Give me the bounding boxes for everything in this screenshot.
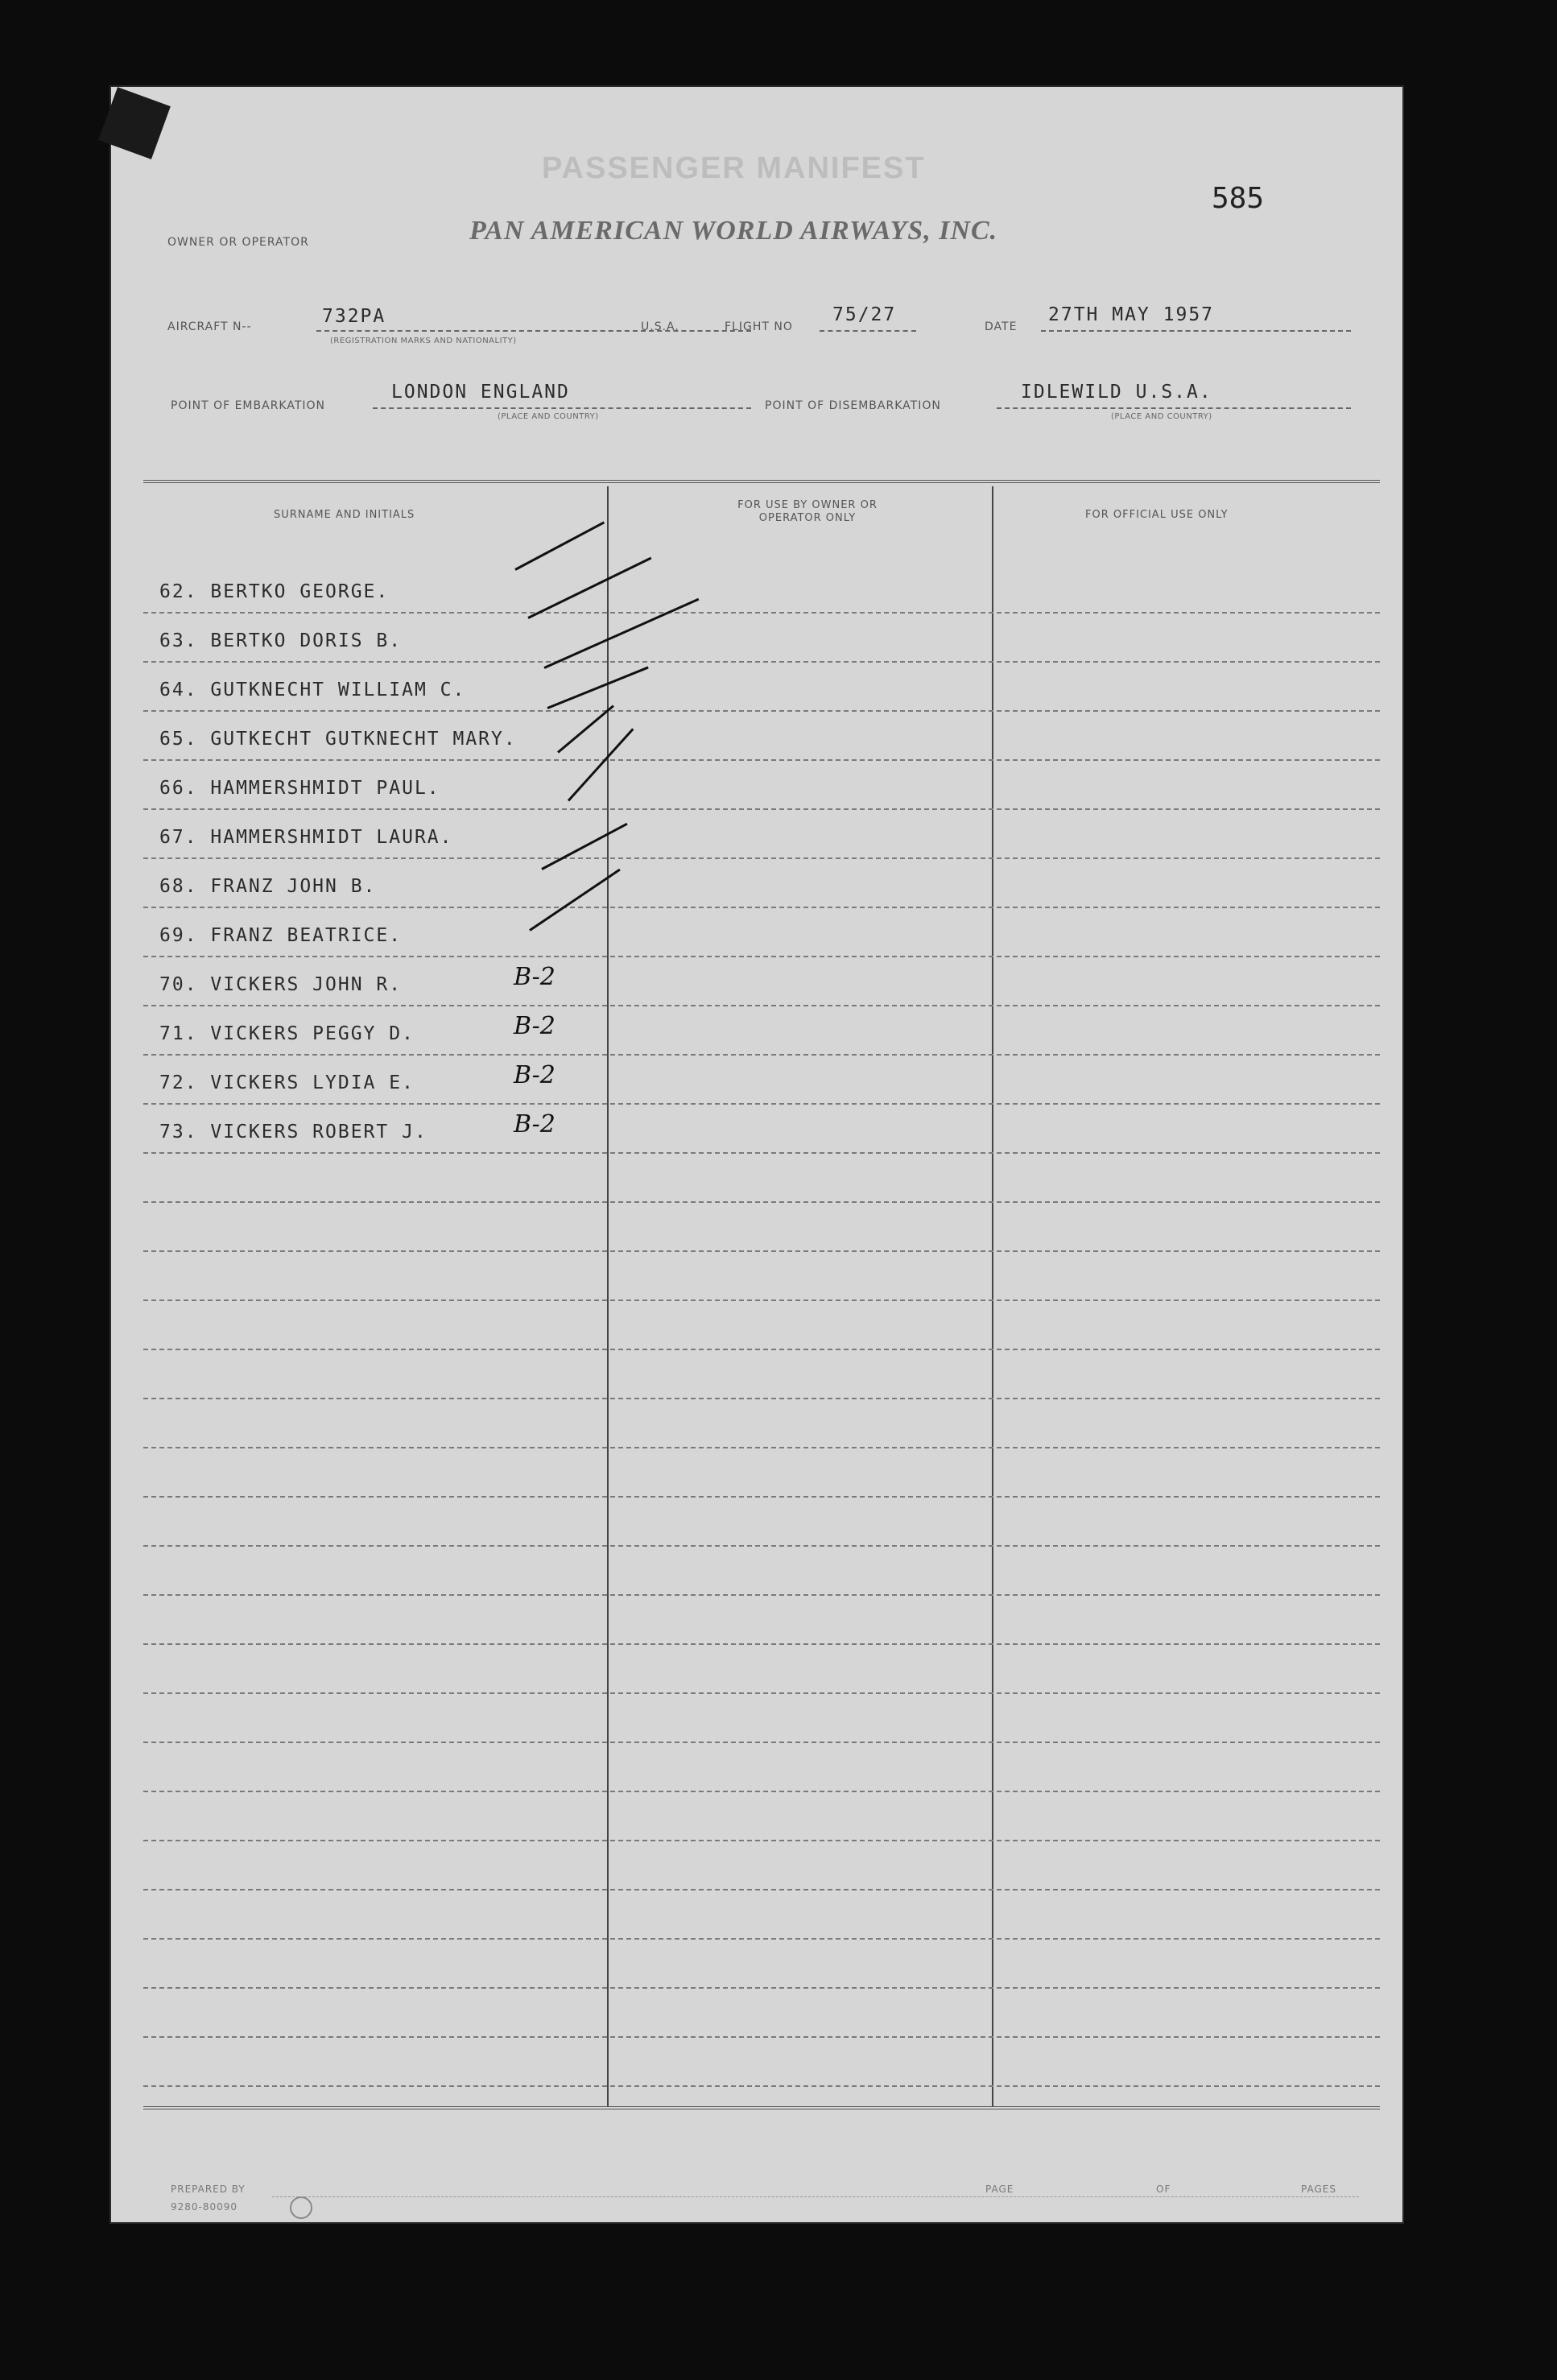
flight-no-underline [820,330,916,332]
torn-corner [98,87,171,159]
row-rule [143,857,1380,859]
check-mark [547,667,648,709]
aircraft-underline [316,330,751,332]
operator-name: PAN AMERICAN WORLD AIRWAYS, INC. [469,216,998,246]
row-rule [143,808,1380,810]
handwritten-mark: B-2 [514,1110,555,1138]
aircraft-value: 732PA [322,306,386,327]
column-divider-2 [992,486,993,2106]
embarkation-sublabel: (PLACE AND COUNTRY) [498,412,599,421]
col-header-owner-use: FOR USE BY OWNER OR OPERATOR ONLY [737,499,878,524]
row-rule [143,1889,1380,1890]
col-header-name: SURNAME AND INITIALS [274,509,415,521]
check-mark [527,557,651,619]
passenger-entry: 65. GUTKECHT GUTKNECHT MARY. [159,729,517,750]
col-header-official-use: FOR OFFICIAL USE ONLY [1085,509,1229,521]
row-rule [143,1005,1380,1006]
row-rule [143,1496,1380,1498]
row-rule [143,907,1380,908]
disembarkation-label: POINT OF DISEMBARKATION [765,399,941,412]
row-rule [143,1349,1380,1350]
flight-no-value: 75/27 [832,304,897,325]
embarkation-label: POINT OF EMBARKATION [171,399,326,412]
disembarkation-sublabel: (PLACE AND COUNTRY) [1111,412,1212,421]
aircraft-sublabel: (REGISTRATION MARKS AND NATIONALITY) [330,337,517,345]
passenger-entry: 70. VICKERS JOHN R. [159,974,403,995]
row-rule [143,1938,1380,1940]
row-rule [143,1643,1380,1645]
table-bottom-rule [143,2106,1380,2109]
row-rule [143,1398,1380,1399]
passenger-entry: 72. VICKERS LYDIA E. [159,1072,415,1093]
passenger-entry: 71. VICKERS PEGGY D. [159,1023,415,1044]
row-rule [143,1987,1380,1989]
manifest-sheet [111,87,1402,2222]
prepared-by-label: PREPARED BY [171,2184,246,2195]
check-mark [541,823,627,870]
passenger-entry: 73. VICKERS ROBERT J. [159,1122,427,1142]
usa-label: U.S.A. [641,320,679,333]
passenger-entry: 64. GUTKNECHT WILLIAM C. [159,680,466,700]
row-rule [143,956,1380,957]
embarkation-underline [373,407,751,409]
row-rule [143,612,1380,614]
page-number: 585 [1212,182,1265,215]
passenger-entry: 63. BERTKO DORIS B. [159,630,403,651]
row-rule [143,1054,1380,1056]
aircraft-label: AIRCRAFT N-- [167,320,252,333]
row-rule [143,661,1380,663]
passenger-entry: 68. FRANZ JOHN B. [159,876,377,897]
row-rule [143,1447,1380,1448]
of-label: OF [1156,2184,1171,2195]
union-seal-icon [290,2196,312,2219]
column-divider-1 [607,486,609,2106]
row-rule [143,759,1380,761]
date-label: DATE [985,320,1018,333]
date-value: 27TH MAY 1957 [1048,304,1215,325]
check-mark [514,521,605,570]
row-rule [143,1692,1380,1694]
row-rule [143,1791,1380,1792]
passenger-entry: 66. HAMMERSHMIDT PAUL. [159,778,440,799]
passenger-entry: 69. FRANZ BEATRICE. [159,925,403,946]
row-rule [143,1299,1380,1301]
handwritten-mark: B-2 [514,1061,555,1089]
handwritten-mark: B-2 [514,1012,555,1040]
owner-label: OWNER OR OPERATOR [167,236,309,249]
row-rule [143,1594,1380,1596]
form-code: 9280-80090 [171,2201,238,2213]
check-mark [543,598,699,669]
handwritten-mark: B-2 [514,963,555,991]
row-rule [143,1545,1380,1547]
disembarkation-underline [997,407,1351,409]
passenger-entry: 62. BERTKO GEORGE. [159,581,390,602]
row-rule [143,710,1380,712]
row-rule [143,1742,1380,1743]
row-rule [143,1250,1380,1252]
row-rule [143,2036,1380,2038]
table-top-rule [143,480,1380,483]
row-rule [143,1840,1380,1841]
date-underline [1041,330,1351,332]
page-label: PAGE [985,2184,1014,2195]
pages-label: PAGES [1301,2184,1336,2195]
disembarkation-value: IDLEWILD U.S.A. [1021,382,1212,403]
check-mark [557,705,614,754]
footer-underline [272,2196,1359,2197]
passenger-entry: 67. HAMMERSHMIDT LAURA. [159,827,453,848]
flight-no-label: FLIGHT NO [725,320,793,333]
row-rule [143,1201,1380,1203]
row-rule [143,2085,1380,2087]
row-rule [143,1152,1380,1154]
form-title: PASSENGER MANIFEST [542,151,926,185]
embarkation-value: LONDON ENGLAND [391,382,570,403]
row-rule [143,1103,1380,1105]
check-mark [568,728,634,801]
